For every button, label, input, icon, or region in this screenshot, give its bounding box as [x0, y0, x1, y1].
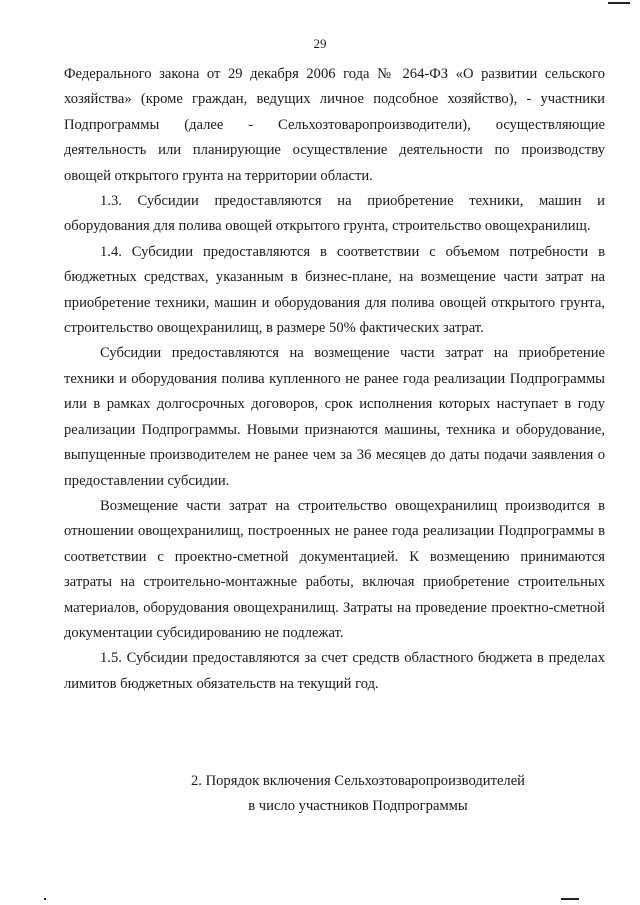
paragraph-1-5: 1.5. Субсидии предоставляются за счет средств областного бюджета в пределах лимитов бюджетных обязательств на текущий год.	[64, 650, 605, 692]
scan-mark-top-right	[608, 2, 630, 4]
page-number: 29	[313, 36, 327, 51]
scan-mark-bottom-right	[561, 898, 579, 900]
scan-mark-bottom-left	[44, 898, 46, 900]
section-heading-line-2: в число участников Подпрограммы	[248, 798, 468, 815]
paragraph-subsidy-equipment: Субсидии предоставляются на возмещение части затрат на приобретение техники и оборудования полива купленного не ранее года реализации Подпрограммы или в рамках долгосрочных договоров, срок исполнения которых наступает в году реализации Подпрограммы. Новыми признаются машины, техника и оборудование, выпущенные производителем не ранее чем за 36 месяцев до даты подачи заявления о предоставлении субсидии.	[64, 345, 605, 489]
paragraph-subsidy-storage: Возмещение части затрат на строительство овощехранилищ производится в отношении овощехранилищ, построенных не ранее года реализации Подпрограммы в соответствии с проектно-сметной документацией. К возмещению принимаются затраты на строительно-монтажные работы, включая приобретение строительных материалов, оборудования овощехранилищ. Затраты на проведение проектно-сметной документации субсидированию не подлежат.	[64, 497, 605, 641]
paragraph-1-3: 1.3. Субсидии предоставляются на приобретение техники, машин и оборудования для полива овощей открытого грунта, строительство овощехранилищ.	[64, 193, 605, 235]
paragraph-continuation: Федерального закона от 29 декабря 2006 года № 264-ФЗ «О развитии сельского хозяйства» (кроме граждан, ведущих личное подсобное хозяйство), - участники Подпрограммы (далее - Сельхозтоваропроизводители), осуществляющие деятельность или планирующие осуществление деятельности по производству овощей открытого грунта на территории области.	[64, 66, 605, 184]
paragraph-1-4: 1.4. Субсидии предоставляются в соответствии с объемом потребности в бюджетных средствах, указанным в бизнес-плане, на возмещение части затрат на приобретение техники, машин и оборудования для полива овощей открытого грунта, строительство овощехранилищ, в размере 50% фактических затрат.	[64, 243, 605, 337]
section-heading	[0, 769, 640, 820]
document-body	[64, 62, 605, 697]
section-heading-line-1: 2. Порядок включения Сельхозтоваропроизводителей	[191, 773, 525, 789]
